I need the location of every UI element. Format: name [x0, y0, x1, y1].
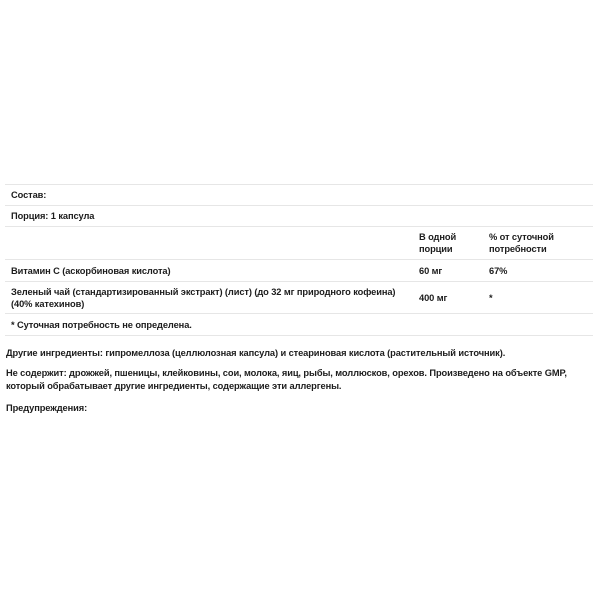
table-header-row: [5, 227, 593, 260]
table-row-serving: [5, 206, 593, 227]
table-row: [5, 260, 593, 282]
other-ingredients: Другие ингредиенты: гипромеллоза (целлюлозная капсула) и стеариновая кислота (растительный источник).: [6, 348, 506, 358]
facts-title: Состав:: [5, 185, 593, 206]
table-row-title: [5, 185, 593, 206]
serving-size: Порция: 1 капсула: [5, 206, 593, 227]
header-name: [5, 227, 413, 260]
nutrient-daily-value: *: [483, 282, 593, 314]
supplement-facts-table: [5, 184, 593, 336]
allergen-free-statement: Не содержит: дрожжей, пшеницы, клейковины, сои, молока, яиц, рыбы, моллюсков, орехов. Произведено на объекте GMP, который обрабатывает другие ингредиенты, содержащие эти аллергены.: [6, 368, 567, 391]
nutrient-name: Витамин C (аскорбиновая кислота): [5, 260, 413, 282]
nutrient-daily-value: 67%: [483, 260, 593, 282]
warnings-label: Предупреждения:: [6, 403, 88, 413]
nutrient-amount: 60 мг: [413, 260, 483, 282]
header-amount: В одной порции: [413, 227, 483, 260]
table-row: [5, 282, 593, 314]
nutrient-name: Зеленый чай (стандартизированный экстракт) (лист) (до 32 мг природного кофеина) (40% катехинов): [5, 282, 413, 314]
product-notes: [6, 347, 594, 422]
nutrient-amount: 400 мг: [413, 282, 483, 314]
table-row-footnote: [5, 314, 593, 336]
header-daily-value: % от суточной потребности: [483, 227, 593, 260]
daily-value-footnote: * Суточная потребность не определена.: [5, 314, 593, 336]
